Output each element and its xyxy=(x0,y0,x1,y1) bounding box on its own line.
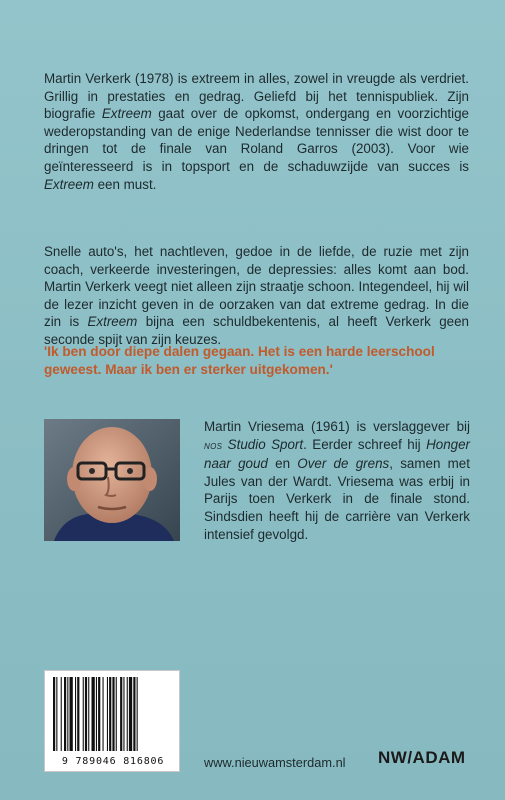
barcode-bar xyxy=(92,677,95,751)
barcode-bar xyxy=(83,677,84,751)
barcode-bar xyxy=(112,677,114,751)
barcode-bar xyxy=(127,677,128,751)
barcode-bar xyxy=(53,677,55,751)
barcode-bars xyxy=(51,677,175,751)
barcode-bar xyxy=(129,677,132,751)
pull-quote: 'Ik ben door diepe dalen gegaan. Het is een harde leerschool geweest. Maar ik ben er sterker uitgekomen.' xyxy=(44,344,435,377)
barcode-bar xyxy=(70,677,73,751)
barcode-bar xyxy=(96,677,97,751)
barcode-bar xyxy=(98,677,100,751)
blurb-paragraph-2: Snelle auto's, het nachtleven, gedoe in de liefde, de ruzie met zijn coach, verkeerde investeringen, de depressies: alles komt aan bod. Martin Verkerk veegt niet alleen zijn straatje schoon. Integendeel, hij wil de lezer inzicht geven in de oorzaken van dat extreme gedrag. In die zin is Extreem bijna een schuldbekentenis, al heeft Verkerk geen seconde spijt van zijn keuzes. xyxy=(44,244,469,347)
barcode-bar xyxy=(107,677,108,751)
barcode-bar xyxy=(103,677,104,751)
barcode-bar xyxy=(77,677,79,751)
barcode-bar xyxy=(88,677,89,751)
barcode-bar xyxy=(67,677,68,751)
author-portrait-image xyxy=(44,419,180,541)
publisher-website: www.nieuwamsterdam.nl xyxy=(204,755,346,770)
isbn-barcode xyxy=(44,670,180,772)
barcode-bar xyxy=(109,677,111,751)
barcode-bar xyxy=(61,677,62,751)
barcode-bar xyxy=(123,677,124,751)
barcode-bar xyxy=(133,677,135,751)
author-photo xyxy=(44,419,180,541)
barcode-bar xyxy=(75,677,76,751)
blurb-paragraph-1: Martin Verkerk (1978) is extreem in alles, zowel in vreugde als verdriet. Grillig in prestaties en gedrag. Geliefd bij het tennispubliek. Zijn biografie Extreem gaat over de opkomst, ondergang en voorzichtige wederopstanding van de enige Nederlandse tennisser die wist door te dringen tot de finale van Roland Garros (2003). Voor wie geïnteresseerd is in topsport en de schaduwzijde van succes is Extreem een must. xyxy=(44,71,469,192)
barcode-bar xyxy=(56,677,57,751)
author-bio: Martin Vriesema (1961) is verslaggever bij nos Studio Sport. Eerder schreef hij Honger naar goud en Over de grens, samen met Jules van der Wardt. Vriesema was erbij in Parijs toen Verkerk in de finale stond. Sindsdien heeft hij de carrière van Verkerk intensief gevolgd. xyxy=(204,419,470,542)
barcode-bar xyxy=(116,677,117,751)
barcode-bar xyxy=(137,677,138,751)
isbn-number: 9 789046 816806 xyxy=(61,756,165,767)
barcode-bar xyxy=(85,677,87,751)
publisher-logo: NW/ADAM xyxy=(378,748,466,767)
barcode-bar xyxy=(64,677,66,751)
barcode-bar xyxy=(120,677,122,751)
